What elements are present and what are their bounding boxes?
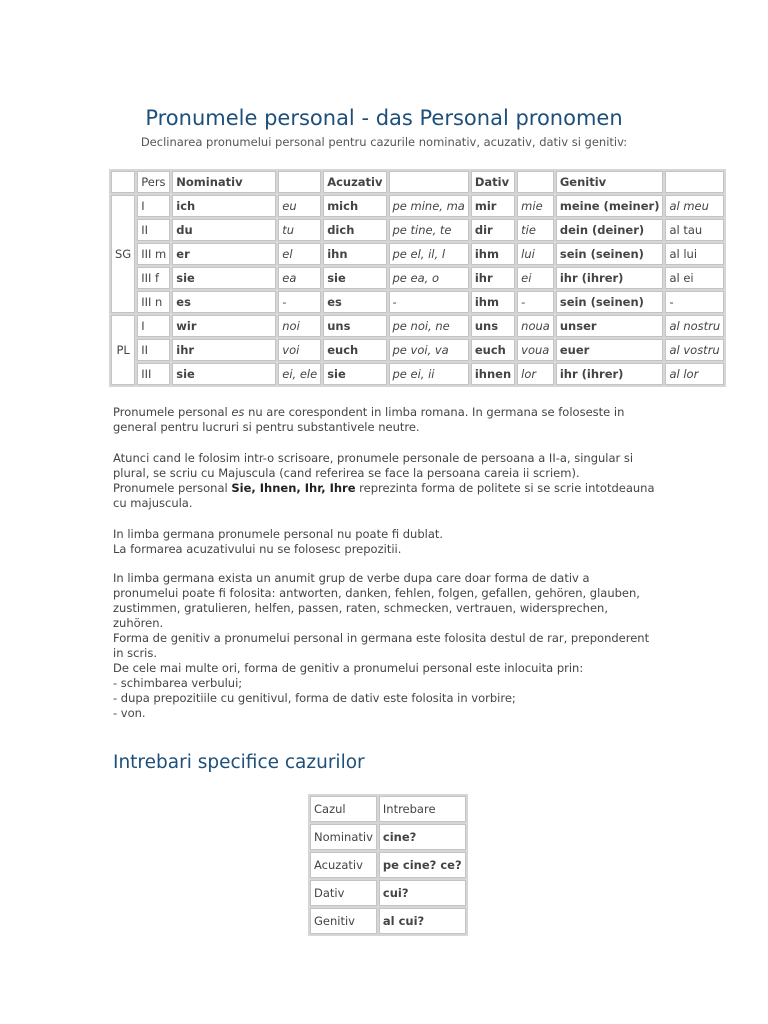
table-cell: ei, ele — [278, 363, 321, 385]
paragraph-no-doubling: In limba germana pronumele personal nu poate fi dublat. La formarea acuzativului nu se folosesc prepozitii. — [113, 527, 444, 556]
table-row — [310, 824, 466, 850]
case-question-cell: cui? — [379, 880, 466, 906]
table-cell: lor — [517, 363, 554, 385]
table-cell: sie — [323, 363, 386, 385]
table-cell: III n — [137, 291, 170, 313]
case-question-cell: cine? — [379, 824, 466, 850]
table-cell: pe voi, va — [389, 339, 469, 361]
table-row — [111, 339, 724, 361]
table-cell: - — [389, 291, 469, 313]
table-cell: mie — [517, 195, 554, 217]
table-cell: ihr — [172, 339, 276, 361]
table-cell: dein (deiner) — [556, 219, 664, 241]
table-cell: lui — [517, 243, 554, 265]
table-cell: euch — [471, 339, 515, 361]
table-cell: euer — [556, 339, 664, 361]
header-cell: Genitiv — [556, 171, 664, 193]
paragraph-es: Pronumele personal es nu are corespondent in limba romana. In germana se foloseste in general pentru lucruri si pentru substantivele neutre. — [113, 405, 625, 434]
table-cell: al nostru — [665, 315, 724, 337]
page-title: Pronumele personal - das Personal pronomen — [145, 106, 623, 131]
table-row — [111, 291, 724, 313]
header-cell-blank — [111, 171, 135, 193]
table-row — [111, 243, 724, 265]
table-cell: dich — [323, 219, 386, 241]
table-cell: al lui — [665, 243, 724, 265]
table-cell: du — [172, 219, 276, 241]
table-cell: I — [137, 315, 170, 337]
table-cell: es — [172, 291, 276, 313]
pronoun-declension-table — [109, 169, 726, 387]
table-cell: uns — [471, 315, 515, 337]
table-cell: tu — [278, 219, 321, 241]
table-cell: eu — [278, 195, 321, 217]
table-cell: pe el, il, l — [389, 243, 469, 265]
table-cell: al ei — [665, 267, 724, 289]
header-cell: Pers — [137, 171, 170, 193]
table-cell: III f — [137, 267, 170, 289]
table-cell: pe ei, ii — [389, 363, 469, 385]
table-cell: III m — [137, 243, 170, 265]
header-cell: Cazul — [310, 796, 377, 822]
table-cell: pe ea, o — [389, 267, 469, 289]
case-name-cell: Acuzativ — [310, 852, 377, 878]
table-row — [310, 908, 466, 934]
table-cell: sein (seinen) — [556, 291, 664, 313]
table-cell: pe noi, ne — [389, 315, 469, 337]
table-header-row — [310, 796, 466, 822]
table-row — [310, 852, 466, 878]
table-cell: pe tine, te — [389, 219, 469, 241]
table-header-row — [111, 171, 724, 193]
table-cell: sie — [172, 363, 276, 385]
case-name-cell: Nominativ — [310, 824, 377, 850]
case-question-cell: pe cine? ce? — [379, 852, 466, 878]
table-cell: II — [137, 219, 170, 241]
table-cell: ei — [517, 267, 554, 289]
table-row — [111, 363, 724, 385]
header-cell: Acuzativ — [323, 171, 386, 193]
table-cell: tie — [517, 219, 554, 241]
table-cell: al meu — [665, 195, 724, 217]
paragraph-letter-capitalization: Atunci cand le folosim intr-o scrisoare, pronumele personale de persoana a II-a, singular si plural, se scriu cu Majuscula (cand referirea se face la persoana careia ii scriem). Pronumele personal Sie, Ihnen, Ihr, Ihre reprezinta forma de politete si se scrie intotdeauna cu majuscula. — [113, 451, 655, 510]
table-cell: I — [137, 195, 170, 217]
table-cell: mich — [323, 195, 386, 217]
table-cell: ihm — [471, 243, 515, 265]
header-cell — [389, 171, 469, 193]
table-cell: el — [278, 243, 321, 265]
table-cell: ihr (ihrer) — [556, 267, 664, 289]
table-cell: - — [517, 291, 554, 313]
header-cell — [665, 171, 724, 193]
table-row — [310, 880, 466, 906]
table-cell: ea — [278, 267, 321, 289]
table-cell: uns — [323, 315, 386, 337]
table-cell: al vostru — [665, 339, 724, 361]
table-cell: sie — [172, 267, 276, 289]
table-cell: - — [665, 291, 724, 313]
table-cell: noi — [278, 315, 321, 337]
case-question-cell: al cui? — [379, 908, 466, 934]
header-cell — [517, 171, 554, 193]
table-row — [111, 219, 724, 241]
table-cell: ihn — [323, 243, 386, 265]
table-cell: er — [172, 243, 276, 265]
paragraph-genitive: Forma de genitiv a pronumelui personal in germana este folosita destul de rar, preponderent in scris. De cele mai multe ori, forma de genitiv a pronumelui personal este inlocuita prin: - schimbarea verbului; - dupa prepozitiile cu genitivul, forma de dativ este folosita in vorbire; - von. — [113, 631, 650, 720]
header-cell: Dativ — [471, 171, 515, 193]
table-cell: es — [323, 291, 386, 313]
table-cell: euch — [323, 339, 386, 361]
table-cell: dir — [471, 219, 515, 241]
table-cell: III — [137, 363, 170, 385]
table-cell: pe mine, ma — [389, 195, 469, 217]
table-cell: voi — [278, 339, 321, 361]
table-cell: ihr — [471, 267, 515, 289]
table-cell: unser — [556, 315, 664, 337]
section-heading-case-questions: Intrebari specifice cazurilor — [113, 752, 365, 773]
table-cell: ihr (ihrer) — [556, 363, 664, 385]
paragraph-dative-verbs: In limba germana exista un anumit grup de verbe dupa care doar forma de dativ a pronumelui poate fi folosita: antworten, danken, fehlen, folgen, gefallen, gehören, glauben, zustimmen, gratulieren, helfen, passen, raten, schmecken, vertrauen, widersprechen, zuhören. — [113, 571, 640, 630]
table-cell: sein (seinen) — [556, 243, 664, 265]
case-questions-table — [308, 794, 468, 936]
table-cell: noua — [517, 315, 554, 337]
table-row — [111, 195, 724, 217]
table-cell: wir — [172, 315, 276, 337]
table-row — [111, 267, 724, 289]
table-cell: voua — [517, 339, 554, 361]
header-cell — [278, 171, 321, 193]
table-cell: meine (meiner) — [556, 195, 664, 217]
table-cell: mir — [471, 195, 515, 217]
case-name-cell: Genitiv — [310, 908, 377, 934]
table-cell: al lor — [665, 363, 724, 385]
table-row — [111, 315, 724, 337]
page-subtitle: Declinarea pronumelui personal pentru cazurile nominativ, acuzativ, dativ si genitiv: — [140, 135, 628, 149]
table-cell: al tau — [665, 219, 724, 241]
table-cell: - — [278, 291, 321, 313]
header-cell: Intrebare — [379, 796, 466, 822]
table-cell: II — [137, 339, 170, 361]
table-cell: ihm — [471, 291, 515, 313]
case-name-cell: Dativ — [310, 880, 377, 906]
table-cell: sie — [323, 267, 386, 289]
number-group-label: PL — [111, 315, 135, 385]
table-cell: ihnen — [471, 363, 515, 385]
number-group-label: SG — [111, 195, 135, 313]
header-cell: Nominativ — [172, 171, 276, 193]
table-cell: ich — [172, 195, 276, 217]
